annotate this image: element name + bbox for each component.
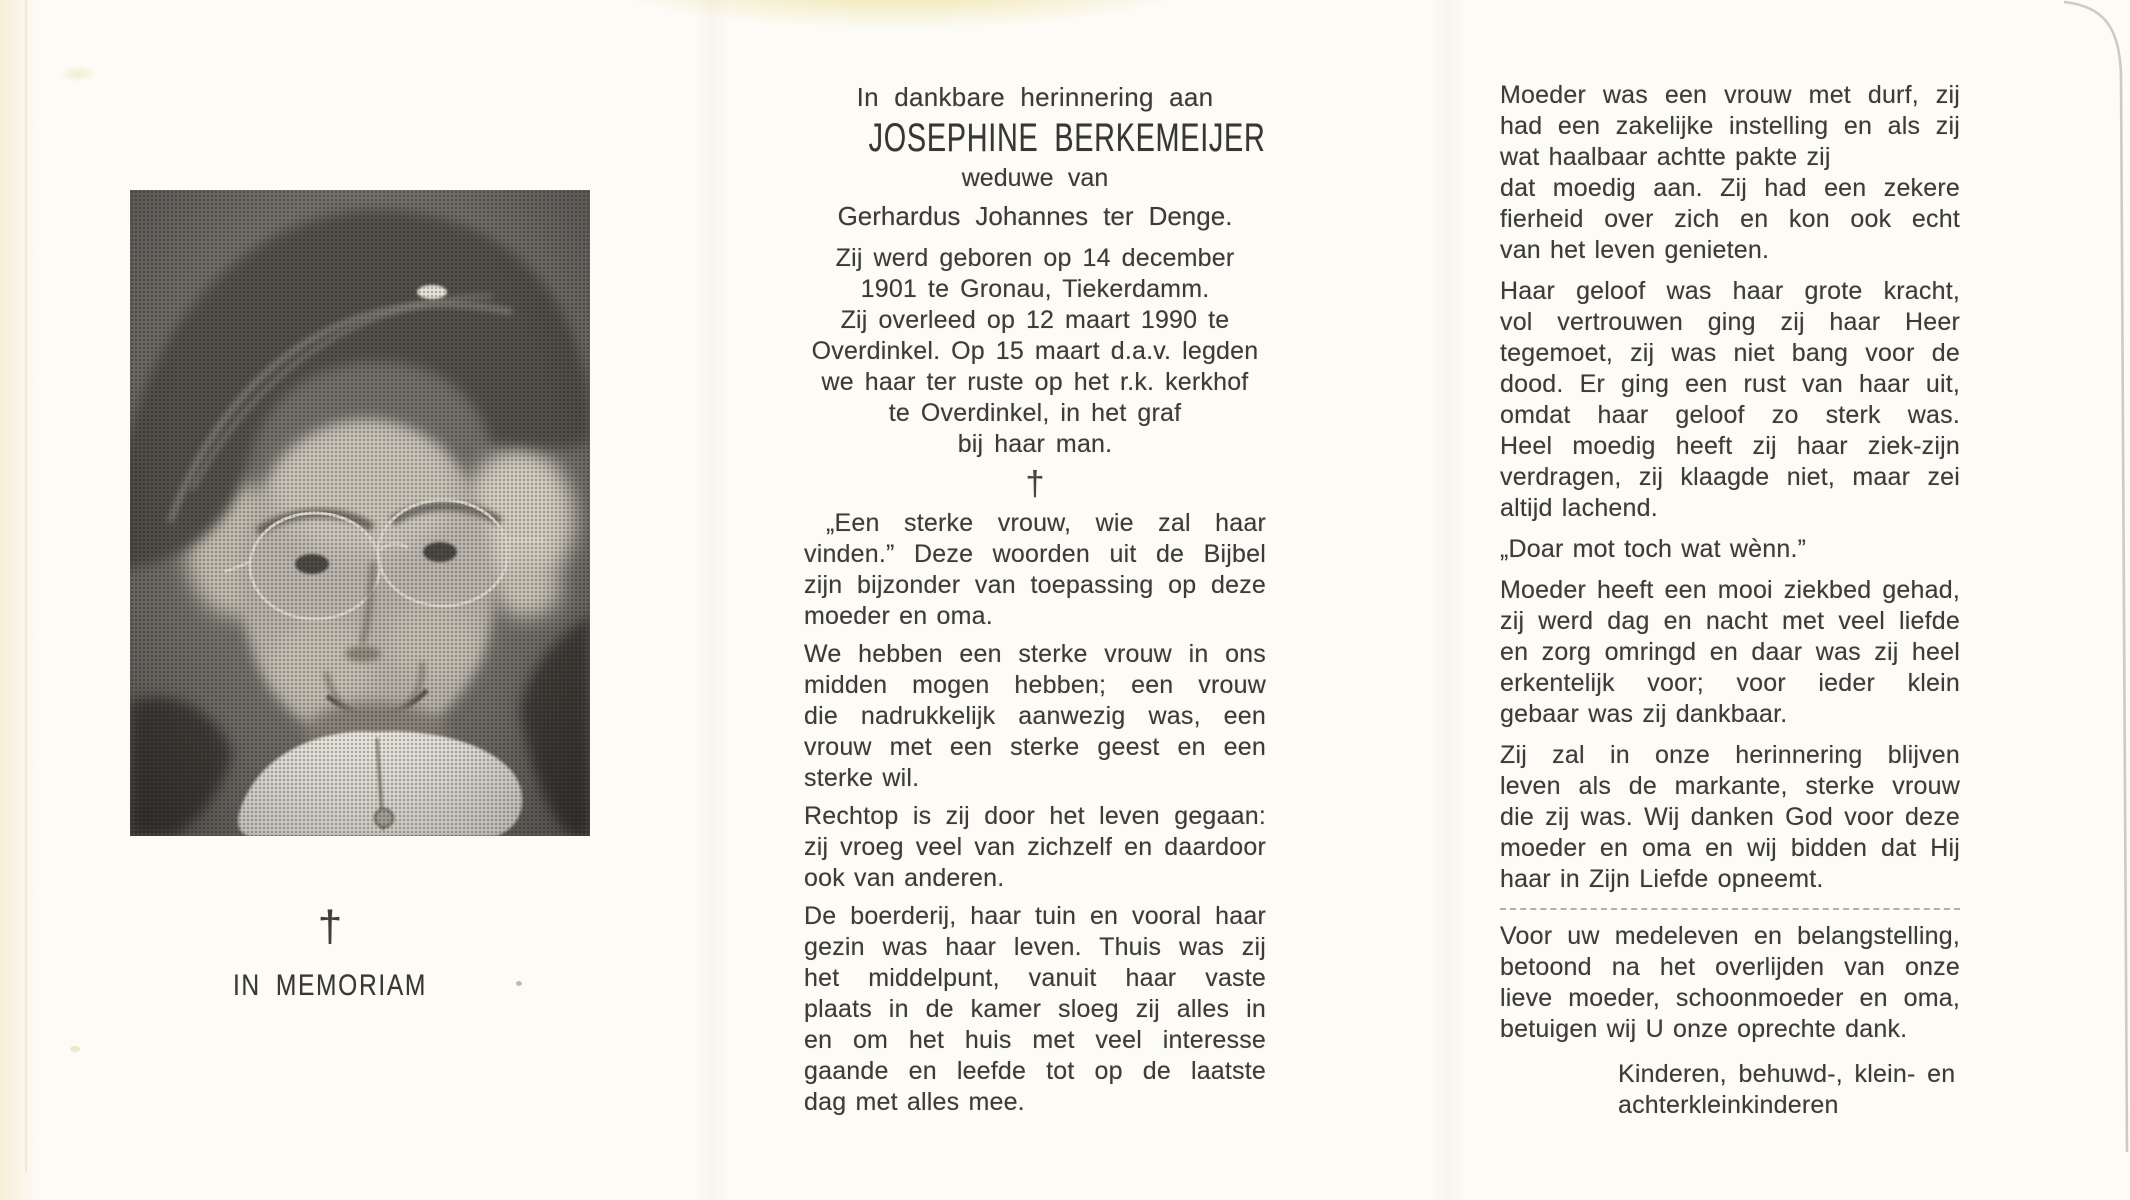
paragraph: [1500, 575, 1960, 730]
right-panel: [1500, 80, 1960, 1121]
text-line: en om het huis met veel interesse: [804, 1026, 1266, 1054]
text-line: gaande en leefde tot op de laatste: [804, 1057, 1266, 1085]
text-line: verdragen, zij klaagde niet, maar zei: [1500, 463, 1960, 491]
memorial-text-middle: [804, 508, 1266, 1118]
halftone-texture: [130, 190, 590, 836]
text-line: fierheid over zich en kon ook echt: [1500, 205, 1960, 233]
text-line: wat haalbaar achtte pakte zij: [1500, 143, 1831, 171]
text-line: We hebben een sterke vrouw in ons: [804, 640, 1266, 668]
text-line: De boerderij, haar tuin en vooral haar: [804, 902, 1266, 930]
text-line: „Doar mot toch wat wènn.”: [1500, 535, 1807, 563]
paragraph: [804, 901, 1266, 1118]
paragraph: [804, 801, 1266, 894]
text-line: moeder en oma en wij bidden dat Hij: [1500, 834, 1960, 862]
text-line: gezin was haar leven. Thuis was zij: [804, 933, 1266, 961]
text-line: vol vertrouwen ging zij haar Heer: [1500, 308, 1960, 336]
text-line: dood. Er ging een rust van haar uit,: [1500, 370, 1960, 398]
text-line: haar in Zijn Liefde opneemt.: [1500, 865, 1824, 893]
text-line: die zij was. Wij danken God voor deze: [1500, 803, 1960, 831]
text-line: betuigen wij U onze oprechte dank.: [1500, 1015, 1908, 1043]
middle-panel: [804, 78, 1266, 1118]
text-line: zij vroeg veel van zichzelf en daardoor: [804, 833, 1266, 861]
paragraph: [1500, 276, 1960, 524]
text-line: moeder en oma.: [804, 602, 993, 630]
text-line: leven als de markante, sterke vrouw: [1500, 772, 1960, 800]
text-line: vrouw met een sterke geest en een: [804, 733, 1266, 761]
text-line: omdat haar geloof zo sterk was.: [1500, 401, 1960, 429]
text-line: erkentelijk voor; voor ieder klein: [1500, 669, 1960, 697]
section-divider: [1500, 908, 1960, 910]
text-line: Kinderen, behuwd-, klein- en: [1618, 1060, 1956, 1088]
widow-label: weduwe van: [961, 164, 1109, 192]
text-line: tegemoet, zij was niet bang voor de: [1500, 339, 1960, 367]
text-line: Zij werd geboren op 14 december: [835, 244, 1235, 272]
text-line: had een zakelijke instelling en als zij: [1500, 112, 1960, 140]
deceased-name: JOSEPHINE BERKEMEIJER: [868, 116, 1266, 160]
text-line: Rechtop is zij door het leven gegaan:: [804, 802, 1266, 830]
text-line: van het leven genieten.: [1500, 236, 1770, 264]
text-line: bij haar man.: [957, 430, 1113, 458]
dates-block: [804, 243, 1266, 460]
text-line: „Een sterke vrouw, wie zal haar: [826, 509, 1266, 537]
text-line: zijn bijzonder van toepassing op deze: [804, 571, 1266, 599]
text-line: Zij overleed op 12 maart 1990 te: [840, 306, 1230, 334]
paragraph: [1500, 740, 1960, 895]
signature-block: [1500, 1059, 1960, 1121]
text-line: en zorg omringd en daar was zij heel: [1500, 638, 1960, 666]
text-line: te Overdinkel, in het graf: [888, 399, 1182, 427]
text-line: Zij zal in onze herinnering blijven: [1500, 741, 1960, 769]
text-line: gebaar was zij dankbaar.: [1500, 700, 1788, 728]
text-line: 1901 te Gronau, Tiekerdamm.: [860, 275, 1210, 303]
text-line: betoond na het overlijden van onze: [1500, 953, 1960, 981]
cross-icon: †: [317, 902, 343, 951]
text-line: het middelpunt, vanuit haar vaste: [804, 964, 1266, 992]
portrait-photo: [130, 190, 590, 836]
paragraph: [1500, 80, 1960, 266]
text-line: Moeder was een vrouw met durf, zij: [1500, 81, 1960, 109]
text-line: altijd lachend.: [1500, 494, 1658, 522]
husband-name: Gerhardus Johannes ter Denge.: [837, 201, 1233, 231]
text-line: die nadrukkelijk aanwezig was, een: [804, 702, 1266, 730]
intro-line: In dankbare herinnering aan: [856, 82, 1214, 112]
paragraph: [804, 639, 1266, 794]
text-line: midden mogen hebben; een vrouw: [804, 671, 1266, 699]
memorial-text-right: [1500, 80, 1960, 895]
text-line: plaats in de kamer sloeg zij alles in: [804, 995, 1266, 1023]
text-line: Moeder heeft een mooi ziekbed gehad,: [1500, 576, 1960, 604]
text-line: lieve moeder, schoonmoeder en oma,: [1500, 984, 1960, 1012]
text-line: we haar ter ruste op het r.k. kerkhof: [821, 368, 1249, 396]
text-line: dag met alles mee.: [804, 1088, 1025, 1116]
text-line: zij werd dag en nacht met veel liefde: [1500, 607, 1960, 635]
text-line: sterke wil.: [804, 764, 920, 792]
text-line: Voor uw medeleven en belangstelling,: [1500, 922, 1960, 950]
text-line: achterkleinkinderen: [1618, 1091, 1839, 1119]
text-line: Heel moedig heeft zij haar ziek-zijn: [1500, 432, 1960, 460]
text-line: dat moedig aan. Zij had een zekere: [1500, 174, 1960, 202]
paragraph: [804, 508, 1266, 632]
thanks-paragraph: [1500, 921, 1960, 1045]
text-line: Overdinkel. Op 15 maart d.a.v. legden: [811, 337, 1259, 365]
in-memoriam-title: IN MEMORIAM: [232, 969, 428, 1002]
paragraph: [1500, 534, 1960, 565]
cross-icon: †: [1025, 465, 1045, 503]
text-line: Haar geloof was haar grote kracht,: [1500, 277, 1960, 305]
text-line: vinden.” Deze woorden uit de Bijbel: [804, 540, 1266, 568]
text-line: ook van anderen.: [804, 864, 1005, 892]
